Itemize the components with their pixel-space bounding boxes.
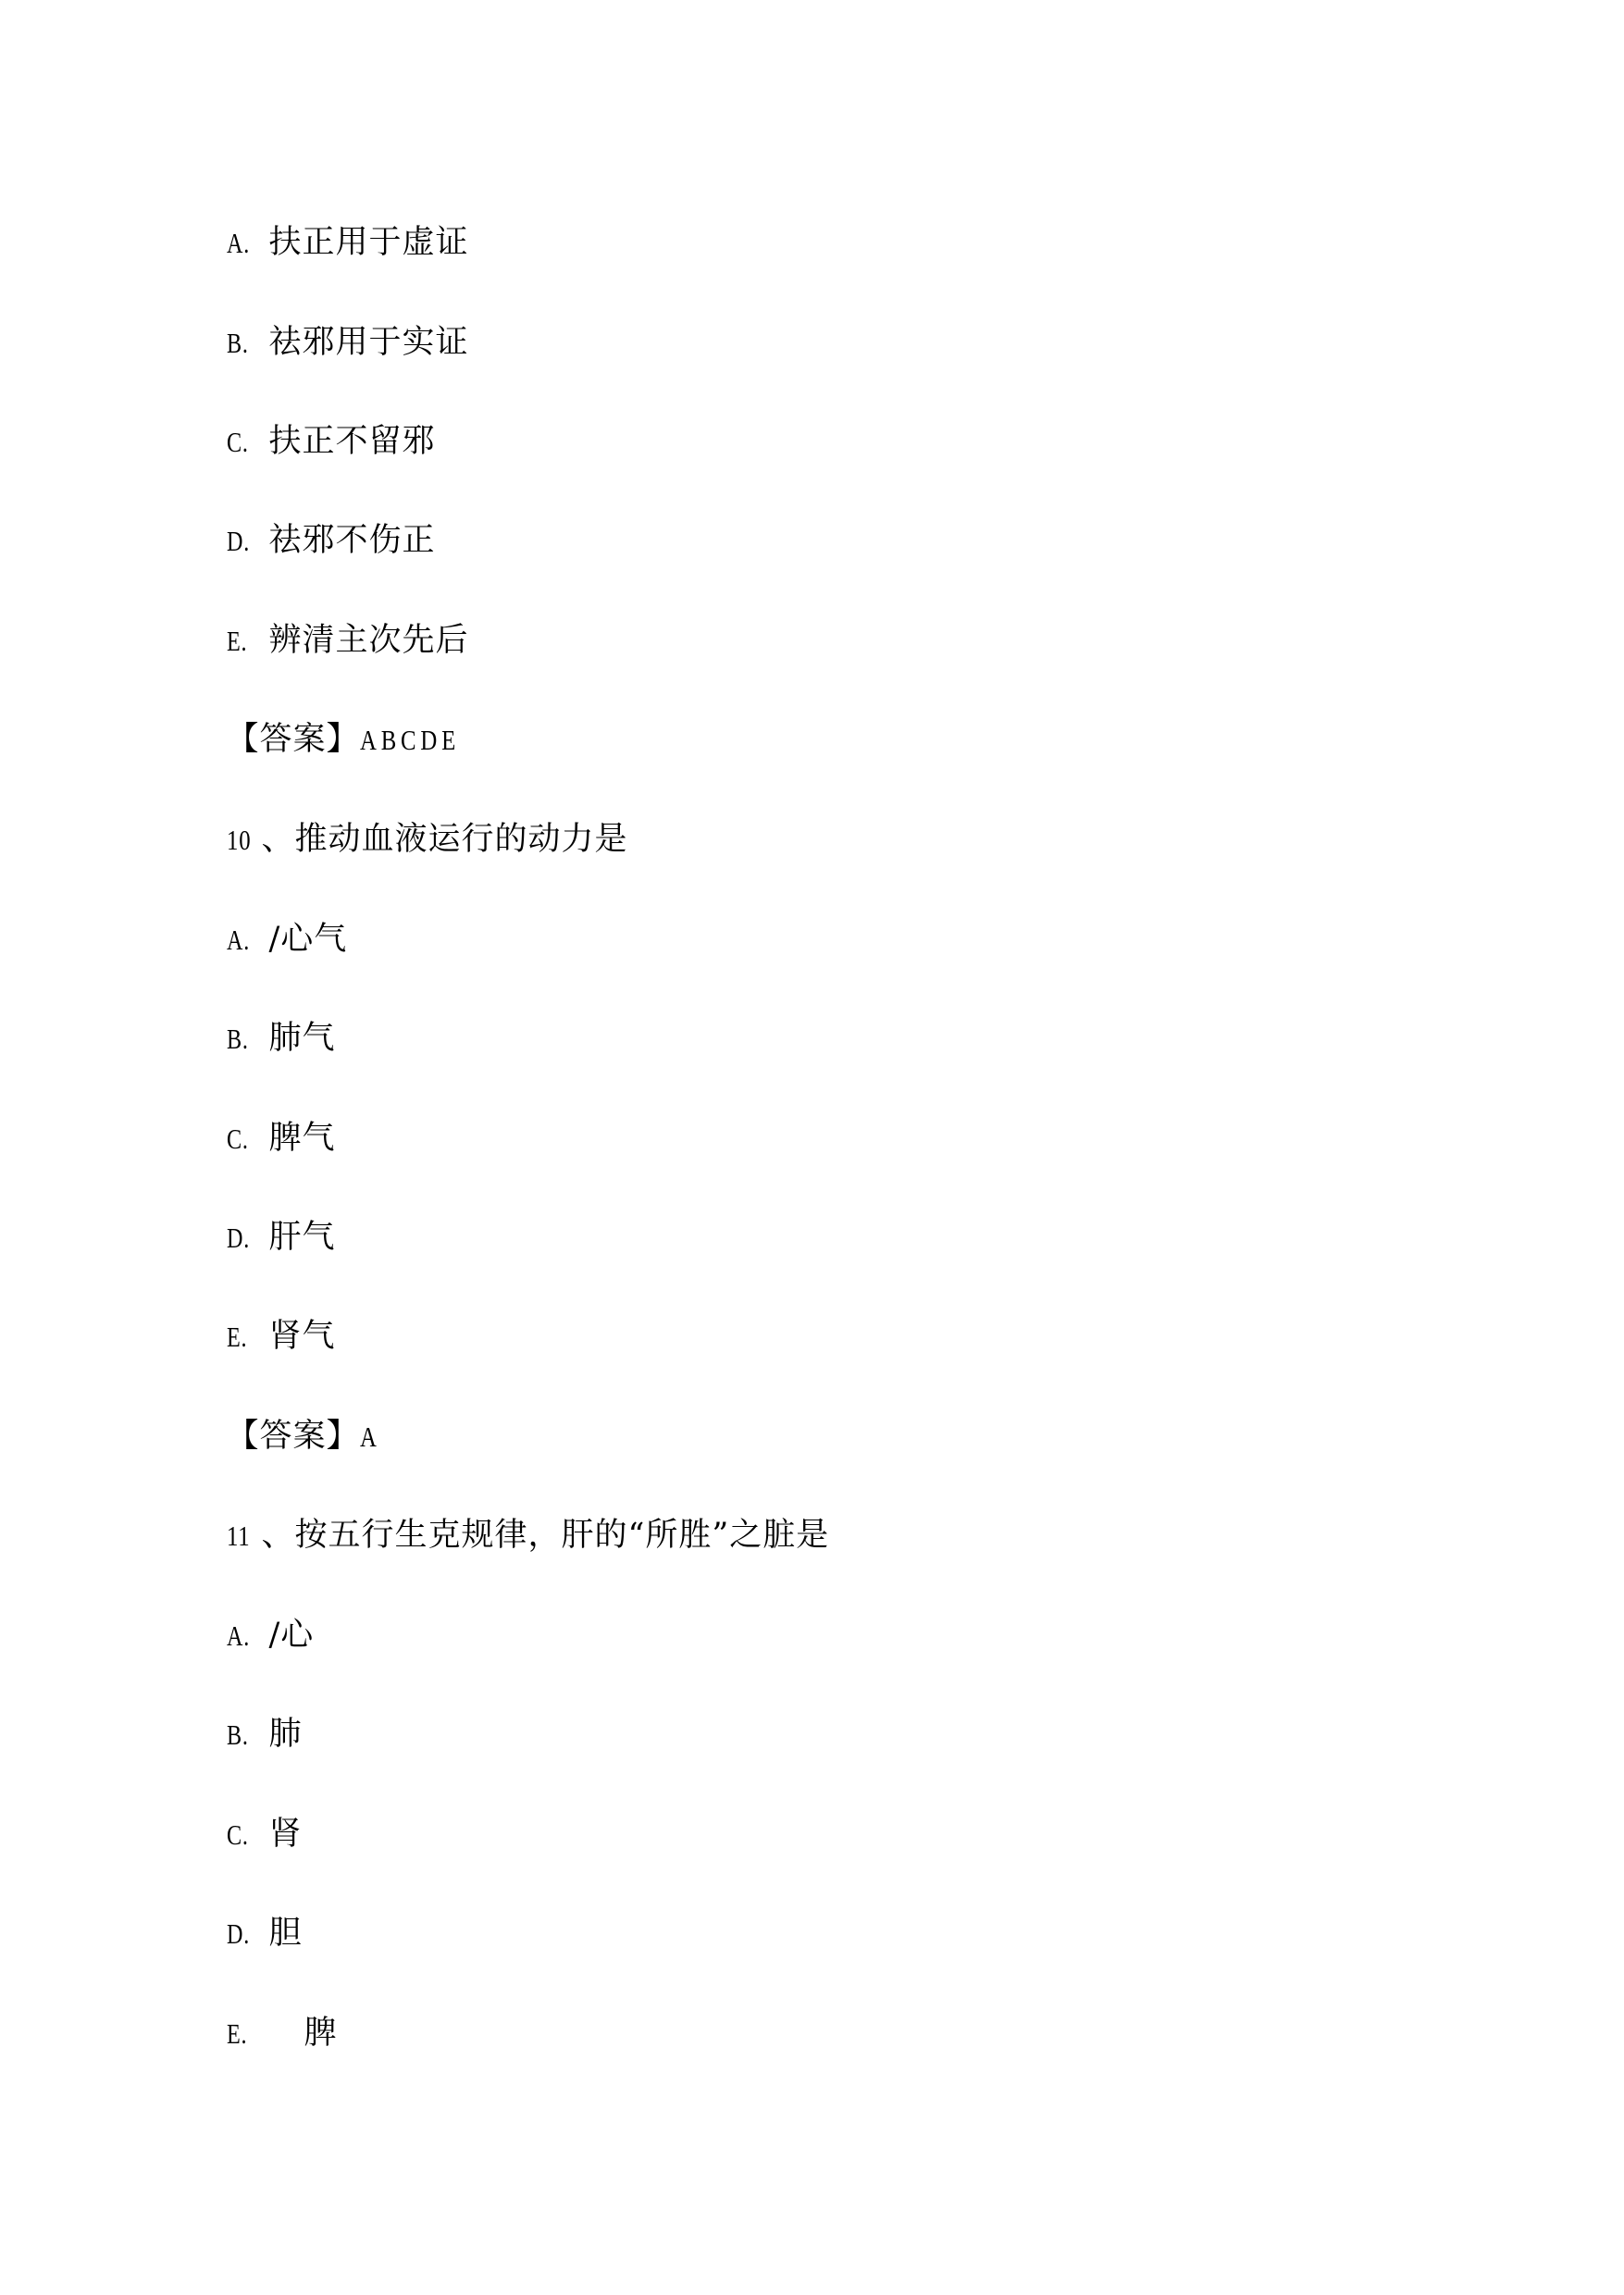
- question-text: 、按五行生克规律，肝的“所胜”之脏是: [261, 1517, 830, 1554]
- option-e: [181, 1972, 338, 2095]
- question-text: 、推动血液运行的动力是: [261, 821, 628, 858]
- option-letter: A.: [226, 227, 250, 259]
- option-letter: E.: [226, 1321, 247, 1353]
- option-text: /心: [268, 1617, 315, 1654]
- option-text: 脾: [304, 2015, 338, 2052]
- option-letter: A.: [226, 924, 250, 956]
- answer-value: ABCDE: [359, 724, 460, 756]
- option-text: 祛邪用于实证: [268, 324, 469, 361]
- option-text: 肾: [268, 1816, 303, 1853]
- question-number: 11: [226, 1520, 251, 1552]
- option-letter: D.: [226, 1917, 250, 1950]
- option-text: 胆: [268, 1915, 303, 1952]
- option-text: 肝气: [268, 1219, 336, 1256]
- answer-label: 【答案】: [226, 721, 360, 758]
- option-text: 脾气: [268, 1120, 336, 1157]
- option-letter: D.: [226, 525, 250, 557]
- option-text: 扶正不留邪: [268, 423, 436, 460]
- option-letter: B.: [226, 1718, 249, 1751]
- option-letter: C.: [226, 1818, 249, 1851]
- option-letter: E.: [226, 2017, 247, 2050]
- option-letter: B.: [226, 1023, 249, 1055]
- option-text: 祛邪不伤正: [268, 522, 436, 559]
- option-letter: C.: [226, 426, 249, 458]
- option-text: 肺: [268, 1716, 303, 1753]
- option-text: 肺气: [268, 1020, 336, 1057]
- option-letter: A.: [226, 1619, 250, 1652]
- option-letter: B.: [226, 327, 249, 359]
- answer-label: 【答案】: [226, 1418, 360, 1455]
- option-text: 肾气: [268, 1318, 336, 1355]
- option-text: /心气: [268, 921, 348, 958]
- question-number: 10: [226, 824, 251, 856]
- option-letter: E.: [226, 625, 247, 657]
- answer-value: A: [359, 1420, 381, 1453]
- option-text: 辨清主次先后: [268, 622, 469, 659]
- option-letter: D.: [226, 1222, 250, 1254]
- option-text: 扶正用于虚证: [268, 224, 469, 261]
- option-letter: C.: [226, 1123, 249, 1155]
